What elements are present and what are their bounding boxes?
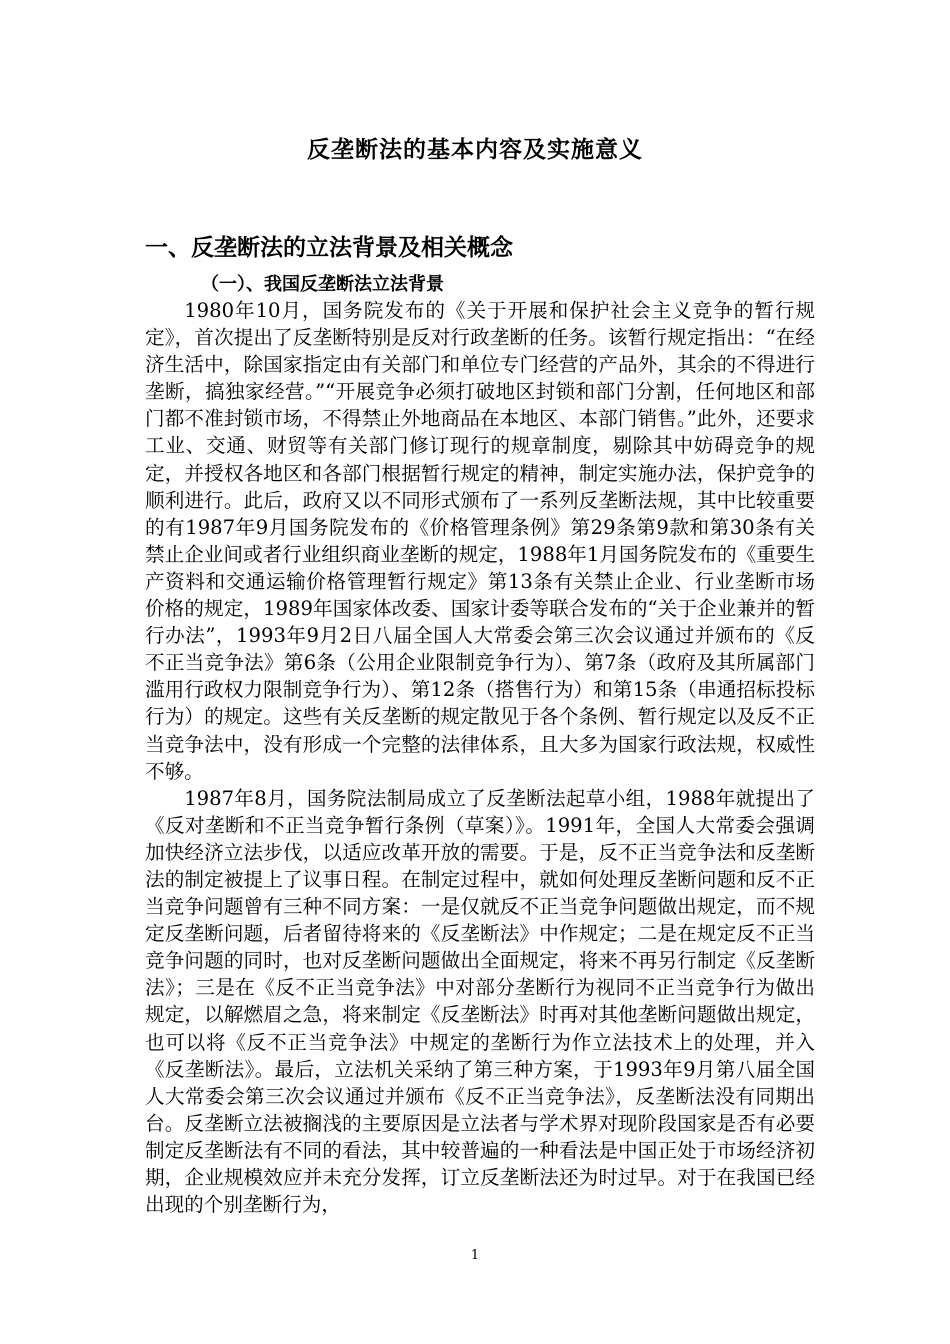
paragraph: 1980年10月，国务院发布的《关于开展和保护社会主义竞争的暂行规定》，首次提出了反垄断特别是反对行政垄断的任务。该暂行规定指出：“在经济生活中，除国家指定由有关部门和单位专门经营的产品外，其余的不得进行垄断，搞独家经营。”“开展竞争必须打破地区封锁和部门分割，任何地区和部门都不准封锁市场，不得禁止外地商品在本地区、本部门销售。”此外，还要求工业、交通、财贸等有关部门修订现行的规章制度，剔除其中妨碍竞争的规定，并授权各地区和各部门根据暂行规定的精神，制定实施办法，保护竞争的顺利进行。此后，政府又以不同形式颁布了一系列反垄断法规，其中比较重要的有1987年9月国务院发布的《价格管理条例》第29条第9款和第30条有关禁止企业间或者行业组织商业垄断的规定，1988年1月国务院发布的《重要生产资料和交通运输价格管理暂行规定》第13条有关禁止企业、行业垄断市场价格的规定，1989年国家体改委、国家计委等联合发布的“关于企业兼并的暂行办法”，1993年9月2日八届全国人大常委会第三次会议通过并颁布的《反不正当竞争法》第6条（公用企业限制竞争行为）、第7条（政府及其所属部门滥用行政权力限制竞争行为）、第12条（搭售行为）和第15条（串通招标投标行为）的规定。这些有关反垄断的规定散见于各个条例、暂行规定以及反不正当竞争法中，没有形成一个完整的法律体系，且大多为国家行政法规，权威性不够。 [145, 299, 815, 783]
section-heading: 一、反垄断法的立法背景及相关概念 [145, 235, 513, 261]
document-title: 反垄断法的基本内容及实施意义 [307, 137, 643, 163]
body-text [145, 297, 815, 1218]
paragraph: 1987年8月，国务院法制局成立了反垄断法起草小组，1988年就提出了《反对垄断和不正当竞争暂行条例（草案）》。1991年，全国人大常委会强调加快经济立法步伐，以适应改革开放的需要。于是，反不正当竞争法和反垄断法的制定被提上了议事日程。在制定过程中，就如何处理反垄断问题和反不正当竞争问题曾有三种不同方案：一是仅就反不正当竞争问题做出规定，而不规定反垄断问题，后者留待将来的《反垄断法》中作规定；二是在规定反不正当竞争问题的同时，也对反垄断问题做出全面规定，将来不再另行制定《反垄断法》；三是在《反不正当竞争法》中对部分垄断行为视同不正当竞争行为做出规定，以解燃眉之急，将来制定《反垄断法》时再对其他垄断问题做出规定，也可以将《反不正当竞争法》中规定的垄断行为作立法技术上的处理，并入《反垄断法》。最后，立法机关采纳了第三种方案，于1993年9月第八届全国人大常委会第三次会议通过并颁布《反不正当竞争法》，反垄断法没有同期出台。反垄断立法被搁浅的主要原因是立法者与学术界对现阶段国家是否有必要制定反垄断法有不同的看法，其中较普遍的一种看法是中国正处于市场经济初期，企业规模效应并未充分发挥，订立反垄断法还为时过早。对于在我国已经出现的个别垄断行为， [145, 786, 815, 1217]
subsection-heading: （一）、我国反垄断法立法背景 [201, 274, 444, 295]
page-number: 1 [470, 1248, 480, 1263]
